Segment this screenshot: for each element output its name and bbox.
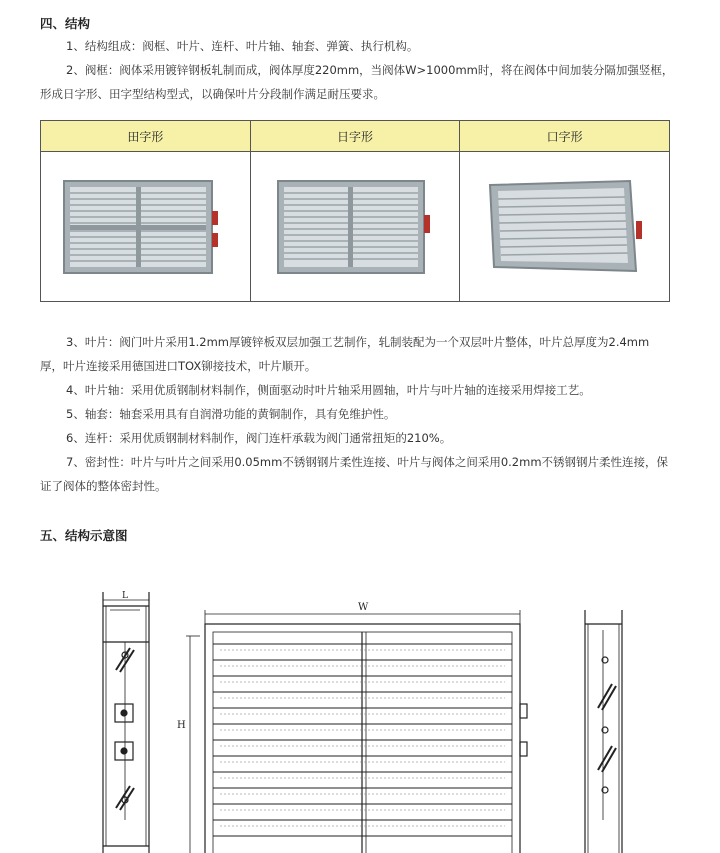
header-ri: 日字形 [250,121,460,152]
photo-cell-kou [460,152,670,302]
height-label: H [177,720,186,731]
right-side-view [585,610,622,853]
height-dimension [186,636,200,853]
item-6: 6、连杆：采用优质钢制材料制作，阀门连杆承载为阀门通常扭矩的210%。 [66,431,452,445]
item-5: 5、轴套：轴套采用具有自润滑功能的黄铜制作，具有免维护性。 [66,407,396,421]
header-tian: 田字形 [41,121,251,152]
damper-photo-ri [270,177,440,277]
item-1: 1、结构组成：阀框、叶片、连杆、叶片轴、轴套、弹簧、执行机构。 [66,39,419,53]
front-view [205,624,527,853]
damper-photo-tian [60,177,230,277]
item-3-line-1: 3、叶片：阀门叶片采用1.2mm厚镀锌板双层加强工艺制作，轧制装配为一个双层叶片整体，叶片总厚度为2.4mm [66,335,650,349]
photo-cell-tian [41,152,251,302]
item-2-line-1: 2、阀框：阀体采用镀锌钢板轧制而成，阀体厚度220mm，当阀体W>1000mm时，将在阀体中间加装分隔加强竖框， [66,63,674,77]
damper-photo-kou [480,177,650,277]
section-5-title: 五、结构示意图 [40,528,128,543]
item-2-line-2: 形成日字形、田字型结构型式，以确保叶片分段制作满足耐压要求。 [40,87,385,101]
item-3-line-2: 厚，叶片连接采用德国进口TOX铆接技术，叶片顺开。 [40,359,317,373]
structure-drawing [0,560,720,853]
item-7-line-1: 7、密封性：叶片与叶片之间采用0.05mm不锈钢钢片柔性连接、叶片与阀体之间采用0.2mm不锈钢钢片柔性连接，保 [66,455,669,469]
item-4: 4、叶片轴：采用优质钢制材料制作，侧面驱动时叶片轴采用圆轴，叶片与叶片轴的连接采用焊接工艺。 [66,383,591,397]
section-4-text-continued [40,330,680,498]
item-7-line-2: 证了阀体的整体密封性。 [40,479,167,493]
structure-type-table [40,120,670,302]
section-4-text [40,34,680,106]
header-kou: 口字形 [460,121,670,152]
photo-cell-ri [250,152,460,302]
width-label: W [358,602,369,613]
left-side-view [103,592,149,853]
depth-label: L [122,591,128,601]
section-4-title: 四、结构 [40,16,91,31]
